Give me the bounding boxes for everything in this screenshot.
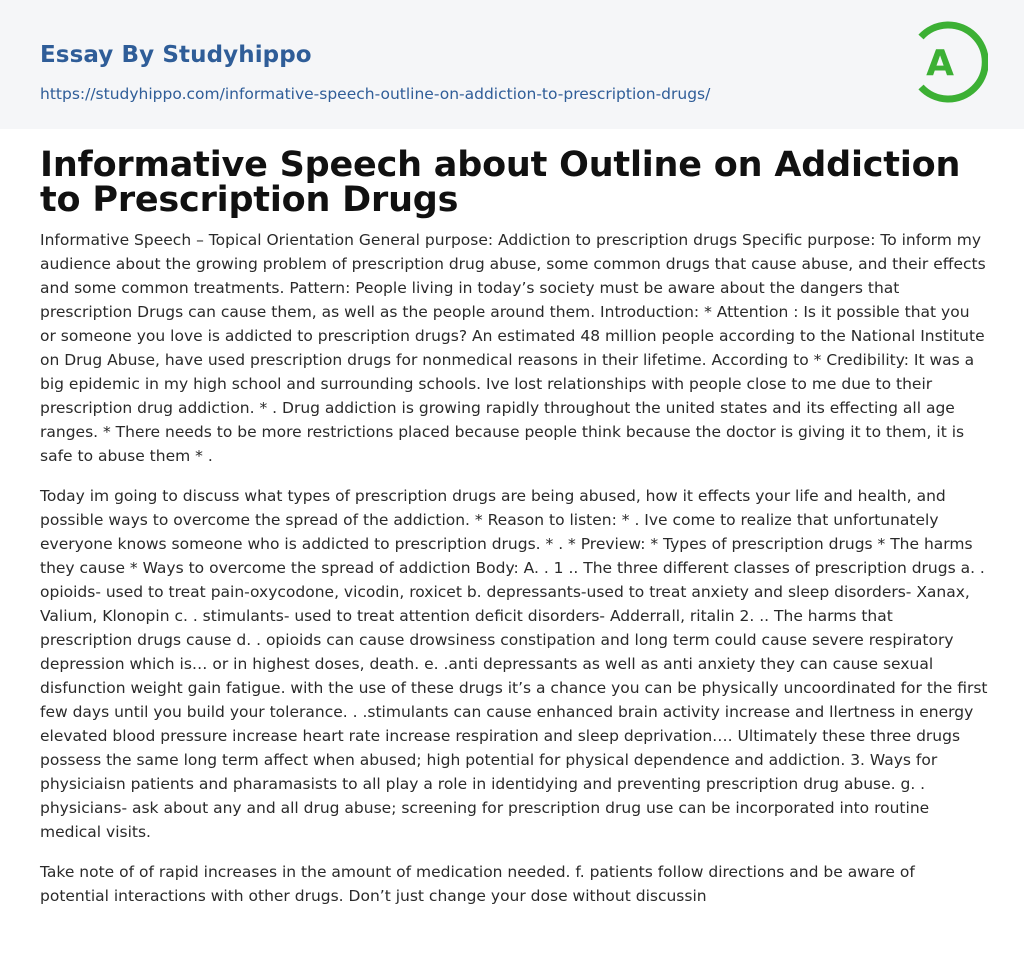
article-body [40,228,988,924]
article-paragraph: Today im going to discuss what types of prescription drugs are being abused, how it effects your life and health, and possible ways to overcome the spread of the addiction. * Reason to listen: * . Ive come to realize that unfortunately everyone knows someone who is addicted to prescription drugs. * . * Preview: * Types of prescription drugs * The harms they cause * Ways to overcome the spread of addiction Body: A. . 1 .. The three different classes of prescription drugs a. . opioids- used to treat pain-oxycodone, vicodin, roxicet b. depressants-used to treat anxiety and sleep disorders- Xanax, Valium, Klonopin c. . stimulants- used to treat attention deficit disorders- Adderrall, ritalin 2. .. The harms that prescription drugs cause d. . opioids can cause drowsiness constipation and long term could cause severe respiratory depression which is… or in highest doses, death. e. .anti depressants as well as anti anxiety they can cause sexual disfunction weight gain fatigue. with the use of these drugs it’s a chance you can be physically uncoordinated for the first few days until you build your tolerance. . .stimulants can cause enhanced brain activity increase and llertness in energy elevated blood pressure increase heart rate increase respiration and sleep deprivation…. Ultimately these three drugs possess the same long term affect when abused; high potential for physical dependence and addiction. 3. Ways for physiciaisn patients and pharamasists to all play a role in identidying and preventing prescription drug abuse. g. . physicians- ask about any and all drug abuse; screening for prescription drug use can be incorporated into routine medical visits. [40,487,988,841]
logo-letter: A [926,43,954,84]
site-header [0,0,1024,129]
site-brand[interactable]: Essay By Studyhippo [40,42,312,68]
page-url-link[interactable]: https://studyhippo.com/informative-speech-outline-on-addiction-to-prescription-drugs/ [40,85,711,103]
article-paragraph: Take note of of rapid increases in the amount of medication needed. f. patients follow directions and be aware of potential interactions with other drugs. Don’t just change your dose without discussin [40,863,915,905]
article-paragraph: Informative Speech – Topical Orientation General purpose: Addiction to prescription drugs Specific purpose: To inform my audience about the growing problem of prescription drug abuse, some common drugs that cause abuse, and their effects and some common treatments. Pattern: People living in today’s society must be aware about the dangers that prescription Drugs can cause them, as well as the people around them. Introduction: * Attention : Is it possible that you or someone you love is addicted to prescription drugs? An estimated 48 million people according to the National Institute on Drug Abuse, have used prescription drugs for nonmedical reasons in their lifetime. According to * Credibility: It was a big epidemic in my high school and surrounding schools. Ive lost relationships with people close to me due to their prescription drug addiction. * . Drug addiction is growing rapidly throughout the united states and its effecting all age ranges. * There needs to be more restrictions placed because people think because the doctor is giving it to them, it is safe to abuse them * . [40,231,986,465]
studyhippo-logo-icon[interactable] [910,18,988,106]
article-title: Informative Speech about Outline on Addiction to Prescription Drugs [40,145,961,220]
